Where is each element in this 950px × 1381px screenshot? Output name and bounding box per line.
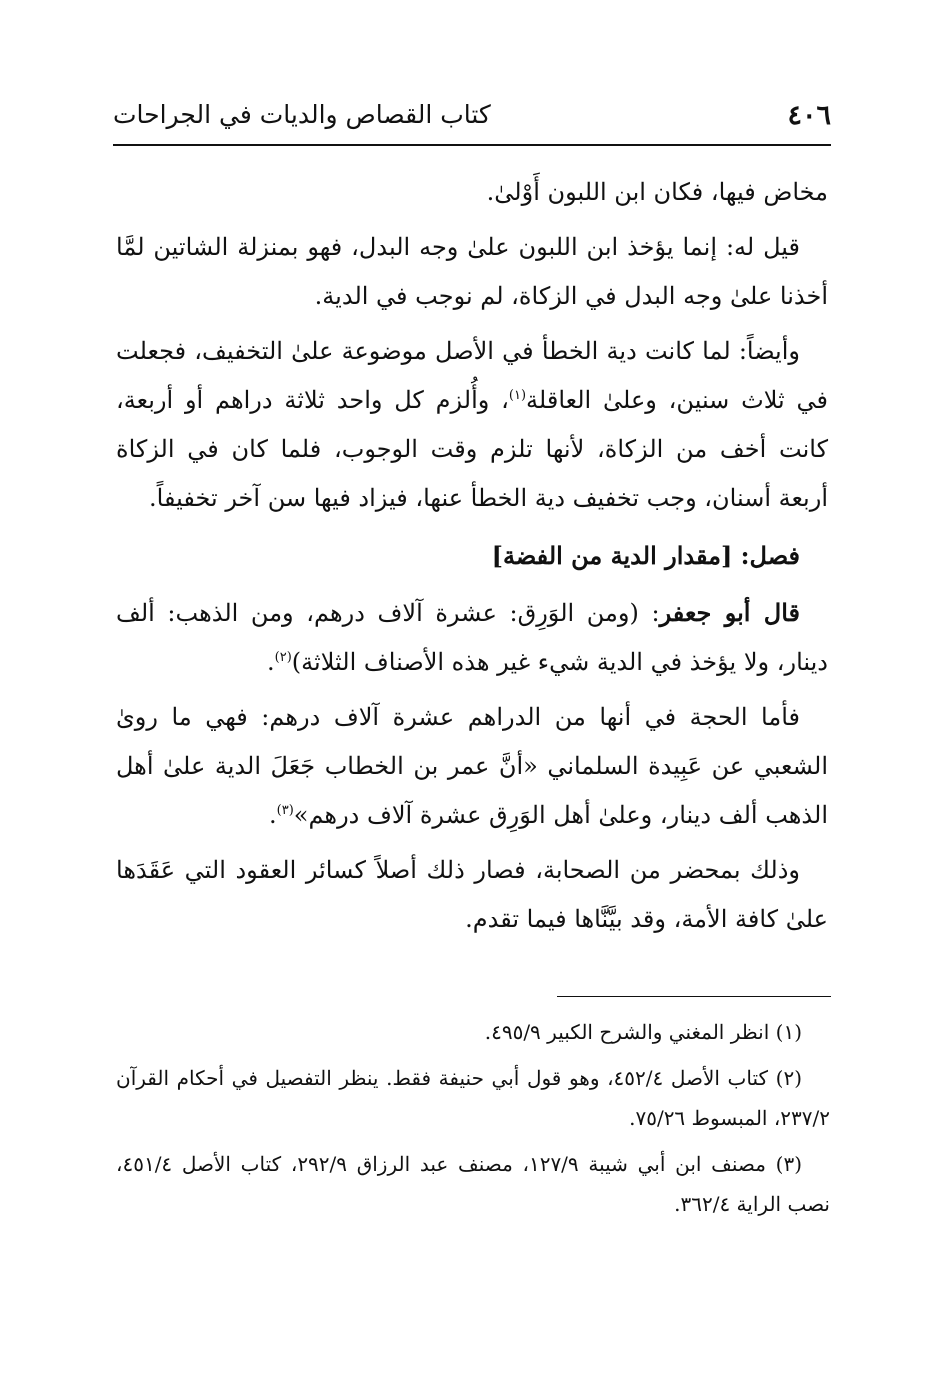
paragraph-5-text: فأما الحجة في أنها من الدراهم عشرة آلاف درهم: فهي ما روىٰ الشعبي عن عَبِيدة السلماني «أنَّ عمر بن الخطاب جَعَلَ الدية علىٰ أهل الذهب ألف دينار، وعلىٰ أهل الوَرِق عشرة آلاف درهم» — [116, 703, 828, 829]
page-header — [113, 96, 831, 146]
page-number: ٤٠٦ — [787, 100, 831, 131]
footnote-ref-2[interactable]: (٢) — [274, 650, 292, 665]
paragraph-1: مخاض فيها، فكان ابن اللبون أَوْلىٰ. — [486, 178, 828, 206]
paragraph-4-text: : (ومن الوَرِق: عشرة آلاف درهم، ومن الذهب: ألف دينار، ولا يؤخذ في الدية شيء غير هذه الأصناف الثلاثة) — [116, 599, 828, 676]
footnote-divider — [557, 996, 831, 997]
footnote-3: (٣) مصنف ابن أبي شيبة ١٢٧/٩، مصنف عبد الرزاق ٢٩٢/٩، كتاب الأصل ٤٥١/٤، نصب الراية ٣٦٢/٤. — [116, 1152, 830, 1216]
paragraph-3-text-b: ، وأُلزم كل واحد ثلاثة دراهم أو أربعة، كانت أخف من الزكاة، لأنها تلزم وقت الوجوب، فلما كان في الزكاة أربعة أسنان، وجب تخفيف دية الخطأ عنها، فيزاد فيها سن آخر تخفيفاً. — [116, 386, 829, 512]
paragraph-6: وذلك بمحضر من الصحابة، فصار ذلك أصلاً كسائر العقود التي عَقَدَها علىٰ كافة الأمة، وقد بيَّنَّاها فيما تقدم. — [116, 856, 828, 933]
running-title: كتاب القصاص والديات في الجراحات — [113, 100, 491, 129]
paragraph-3-text-a: وأيضاً: لما كانت دية الخطأ في الأصل موضوعة علىٰ التخفيف، فجعلت في ثلاث سنين، وعلىٰ العاقلة — [116, 337, 828, 414]
paragraph-5-end: . — [268, 801, 277, 829]
section-heading: فصل: [مقدار الدية من الفضة] — [491, 541, 800, 570]
paragraph-5 — [116, 693, 828, 840]
paragraph-4 — [116, 588, 828, 687]
main-text — [116, 168, 828, 950]
paragraph-4-end: . — [267, 648, 275, 676]
footnote-1: (١) انظر المغني والشرح الكبير ٤٩٥/٩. — [484, 1020, 802, 1044]
footnotes — [116, 1012, 830, 1230]
footnote-2: (٢) كتاب الأصل ٤٥٢/٤، وهو قول أبي حنيفة فقط. ينظر التفصيل في أحكام القرآن ٢٣٧/٢، المبسوط ٧٥/٢٦. — [116, 1066, 830, 1130]
footnote-ref-3[interactable]: (٣) — [276, 803, 294, 818]
footnote-ref-1[interactable]: (١) — [508, 388, 527, 403]
speaker-name: قال أبو جعفر — [659, 598, 800, 627]
paragraph-2: قيل له: إنما يؤخذ ابن اللبون علىٰ وجه البدل، فهو بمنزلة الشاتين لمَّا أخذنا علىٰ وجه البدل في الزكاة، لم نوجب في الدية. — [116, 233, 828, 310]
paragraph-3 — [116, 327, 828, 523]
